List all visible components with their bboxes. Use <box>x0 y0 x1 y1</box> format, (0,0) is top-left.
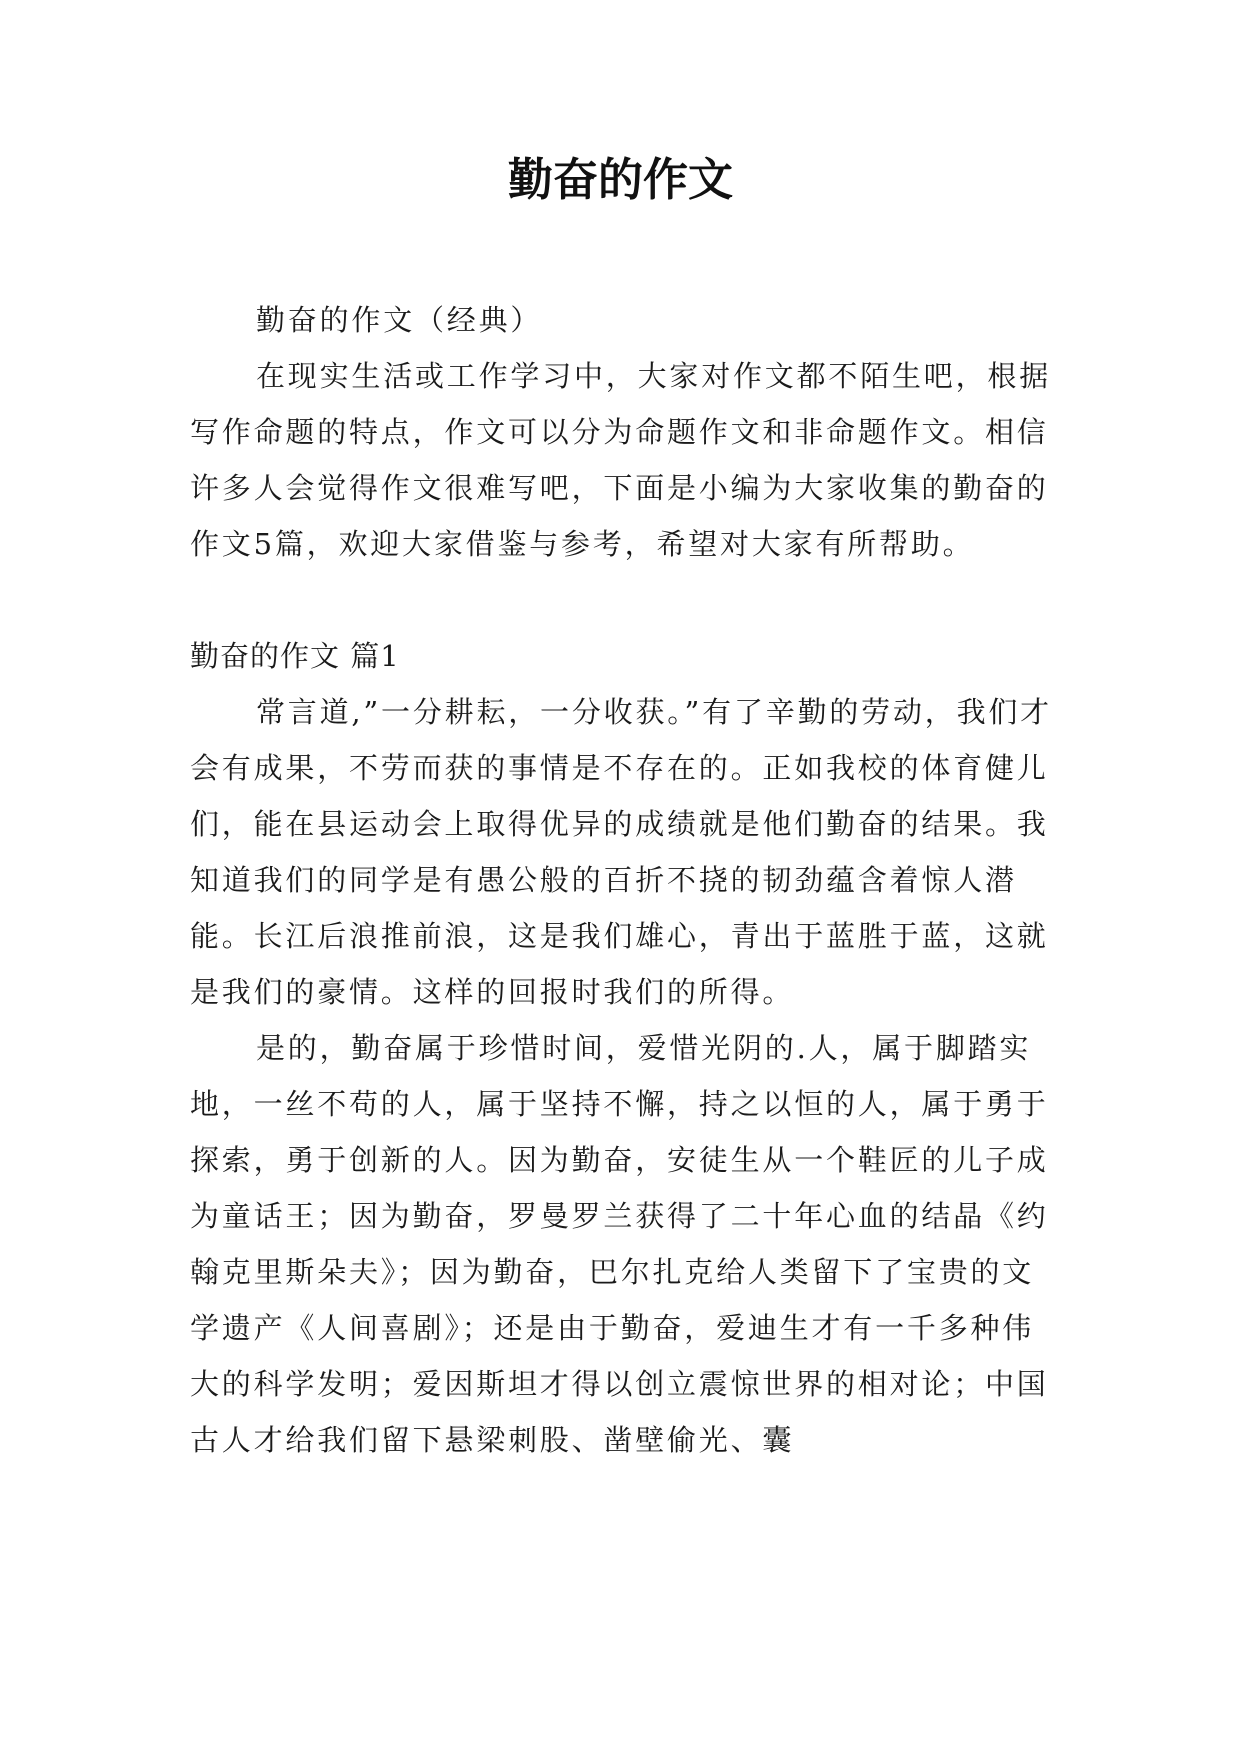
section-heading: 勤奋的作文 篇1 <box>190 639 400 673</box>
intro-paragraph: 在现实生活或工作学习中，大家对作文都不陌生吧，根据写作命题的特点，作文可以分为命题作文和非命题作文。相信许多人会觉得作文很难写吧，下面是小编为大家收集的勤奋的作文5篇，欢迎大家借鉴与参考，希望对大家有所帮助。 <box>190 359 1052 561</box>
document-title: 勤奋的作文 <box>507 153 733 206</box>
document-subtitle: 勤奋的作文（经典） <box>256 303 543 337</box>
body-paragraph: 常言道,”一分耕耘，一分收获。”有了辛勤的劳动，我们才会有成果，不劳而获的事情是不存在的。正如我校的体育健儿们，能在县运动会上取得优异的成绩就是他们勤奋的结果。我知道我们的同学是有愚公般的百折不挠的韧劲蕴含着惊人潜能。长江后浪推前浪，这是我们雄心，青出于蓝胜于蓝，这就是我们的豪情。这样的回报时我们的所得。 <box>190 695 1052 1009</box>
document-body <box>190 292 1052 1468</box>
body-paragraph: 是的，勤奋属于珍惜时间，爱惜光阴的.人，属于脚踏实地，一丝不苟的人，属于坚持不懈，持之以恒的人，属于勇于探索，勇于创新的人。因为勤奋，安徒生从一个鞋匠的儿子成为童话王；因为勤奋，罗曼罗兰获得了二十年心血的结晶《约翰克里斯朵夫》；因为勤奋，巴尔扎克给人类留下了宝贵的文学遗产《人间喜剧》；还是由于勤奋，爱迪生才有一千多种伟大的科学发明；爱因斯坦才得以创立震惊世界的相对论；中国古人才给我们留下悬梁刺股、凿壁偷光、囊 <box>190 1031 1049 1457</box>
